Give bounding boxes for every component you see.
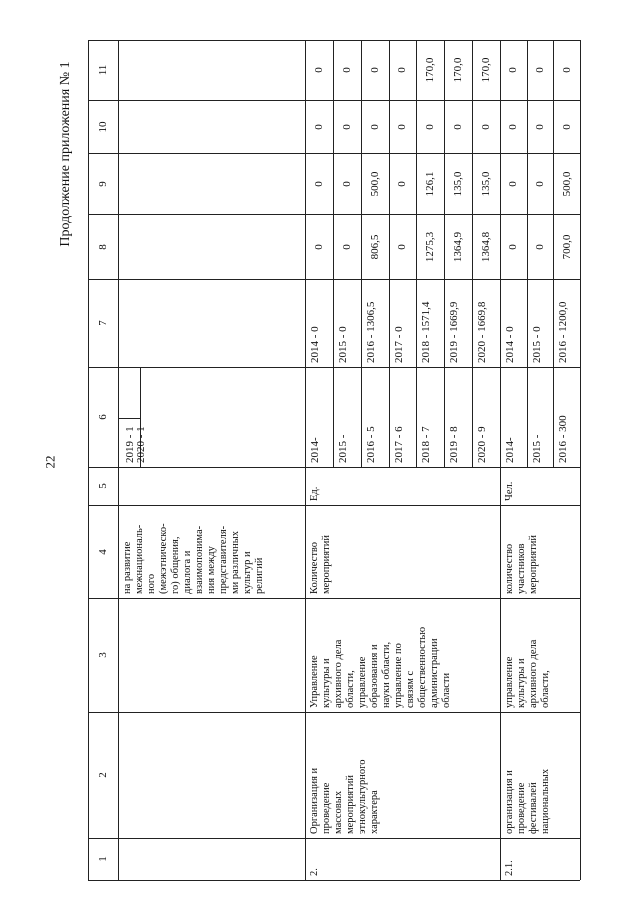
cell-r21-c8-1: 0	[533, 243, 546, 250]
cell-r2-c6-0: 2014-	[309, 437, 321, 463]
cell-r2-c8-1: 0	[340, 243, 353, 250]
cell-r2-c11-0: 0	[312, 67, 325, 73]
cell-r21-c11-0: 0	[507, 67, 520, 73]
cell-r2-c11-1: 0	[340, 67, 353, 73]
cell-r21-c2: организация и проведение фестивалей национальных	[504, 768, 551, 834]
cell-r21-c7-1: 2015 - 0	[530, 326, 543, 363]
cell-r2-c9-6: 135,0	[480, 171, 493, 196]
cell-r21-c4: количество участников мероприятий	[504, 535, 539, 594]
cell-r21-c8-2: 700,0	[560, 234, 573, 259]
cell-r21-c6-0: 2014-	[504, 437, 516, 463]
cell-r2-c6-3: 2017 - 6	[392, 426, 405, 463]
cell-r2-c7-4: 2018 - 1571,4	[420, 301, 433, 363]
column-header-6: 6	[97, 414, 109, 420]
cell-r2-c7-0: 2014 - 0	[309, 326, 321, 363]
cell-r21-c10-2: 0	[560, 123, 573, 130]
cell-r21-c9-0: 0	[507, 180, 520, 187]
cell-r2-c9-1: 0	[340, 180, 353, 187]
cell-r2-c9-5: 135,0	[452, 171, 465, 196]
cell-r2-c7-1: 2015 - 0	[336, 326, 349, 363]
cell-r2-c2: Организация и проведение массовых мероприятий этнокультурного характера	[309, 759, 380, 834]
column-header-1: 1	[97, 856, 109, 862]
grid-line-h	[88, 880, 580, 881]
cell-r2-c7-3: 2017 - 0	[392, 326, 405, 363]
cell-r2-c10-6: 0	[480, 123, 493, 130]
cell-r21-c8-0: 0	[507, 243, 520, 250]
column-header-3: 3	[97, 652, 109, 658]
cell-r2-c7-6: 2020 - 1669,8	[476, 301, 489, 363]
cell-r21-c6-1: 2015 -	[530, 434, 543, 463]
cell-r21-c9-1: 0	[533, 180, 546, 187]
cell-r2-c4: Количество мероприятий	[309, 535, 332, 594]
cell-r2-c9-0: 0	[312, 180, 325, 187]
cell-r2-c8-4: 1275,3	[424, 231, 437, 262]
cell-r2-c10-2: 0	[368, 123, 381, 130]
cell-r2-c10-4: 0	[424, 123, 437, 130]
cell-r21-c10-0: 0	[507, 123, 520, 130]
cell-r21-c10-1: 0	[533, 123, 546, 130]
cell-r2-c11-6: 170,0	[480, 57, 493, 83]
cell-r2-c8-2: 806,5	[368, 234, 381, 259]
annex-title: Продолжение приложения № 1	[58, 61, 73, 247]
cell-r2-c8-6: 1364,8	[480, 231, 493, 262]
column-header-8: 8	[97, 243, 109, 250]
cell-r2-c11-4: 170,0	[424, 57, 437, 83]
column-header-2: 2	[97, 772, 109, 778]
cell-r21-c11-1: 0	[533, 67, 546, 73]
grid-line-v	[580, 40, 581, 880]
cell-r21-c1: 2.1.	[504, 860, 515, 876]
cell-r2-c10-3: 0	[396, 123, 409, 130]
page-number: 22	[42, 455, 57, 469]
cell-r2-c10-0: 0	[312, 123, 325, 130]
cell-r21-c7-2: 2016 - 1200,0	[557, 301, 570, 363]
cell-r21-c6-2: 2016 - 300	[557, 415, 570, 463]
cell-r21-c5: Чел.	[504, 481, 515, 501]
cell-r2-c9-3: 0	[396, 180, 409, 187]
cell-r21-c9-2: 500,0	[560, 171, 573, 196]
cell-r21-c11-2: 0	[560, 67, 573, 73]
column-header-5: 5	[97, 483, 109, 489]
column-header-11: 11	[97, 64, 109, 76]
cell-r2-c8-3: 0	[396, 243, 409, 250]
cell-r21-c3: управление культуры и архивного дела области,	[504, 639, 551, 708]
cell-r2-c8-5: 1364,9	[452, 231, 465, 262]
cell-r21-c7-0: 2014 - 0	[504, 326, 516, 363]
cell-r2-c6-1: 2015 -	[336, 434, 349, 463]
column-header-10: 10	[97, 121, 109, 132]
column-header-4: 4	[97, 548, 109, 555]
cell-r2-c3: Управление культуры и архивного дела области, управление образования и науки области, управление по связям с общественностью администрации области	[309, 626, 452, 708]
column-header-7: 7	[97, 320, 109, 326]
cell-r2-c9-4: 126,1	[424, 171, 437, 196]
cell-cont-c6-0: 2019 - 1	[124, 426, 136, 463]
cell-r2-c10-1: 0	[340, 123, 353, 130]
cell-r2-c6-4: 2018 - 7	[420, 426, 433, 463]
cell-r2-c6-2: 2016 - 5	[364, 426, 377, 463]
cell-r2-c11-5: 170,0	[452, 57, 465, 83]
column-header-9: 9	[97, 180, 109, 187]
cell-r2-c11-3: 0	[396, 67, 409, 73]
cell-r2-c8-0: 0	[312, 243, 325, 250]
cell-cont-c4: на развитие межнациональ- ного (межэтническо- го) общения, диалога и взаимопонима- ния между представителя- ми различных культур и религий	[122, 523, 265, 594]
cell-r2-c9-2: 500,0	[368, 171, 381, 196]
cell-r2-c11-2: 0	[368, 67, 381, 73]
cell-r2-c5: Ед.	[309, 486, 320, 501]
cell-r2-c10-5: 0	[452, 123, 465, 130]
cell-r2-c6-5: 2019 - 8	[448, 426, 461, 463]
cell-r2-c7-5: 2019 - 1669,9	[448, 301, 461, 363]
cell-r2-c6-6: 2020 - 9	[476, 426, 489, 463]
cell-cont-c6-1: 2020 - 1	[135, 426, 147, 463]
cell-r2-c7-2: 2016 - 1306,5	[364, 301, 377, 363]
cell-r2-c1: 2.	[309, 868, 320, 876]
